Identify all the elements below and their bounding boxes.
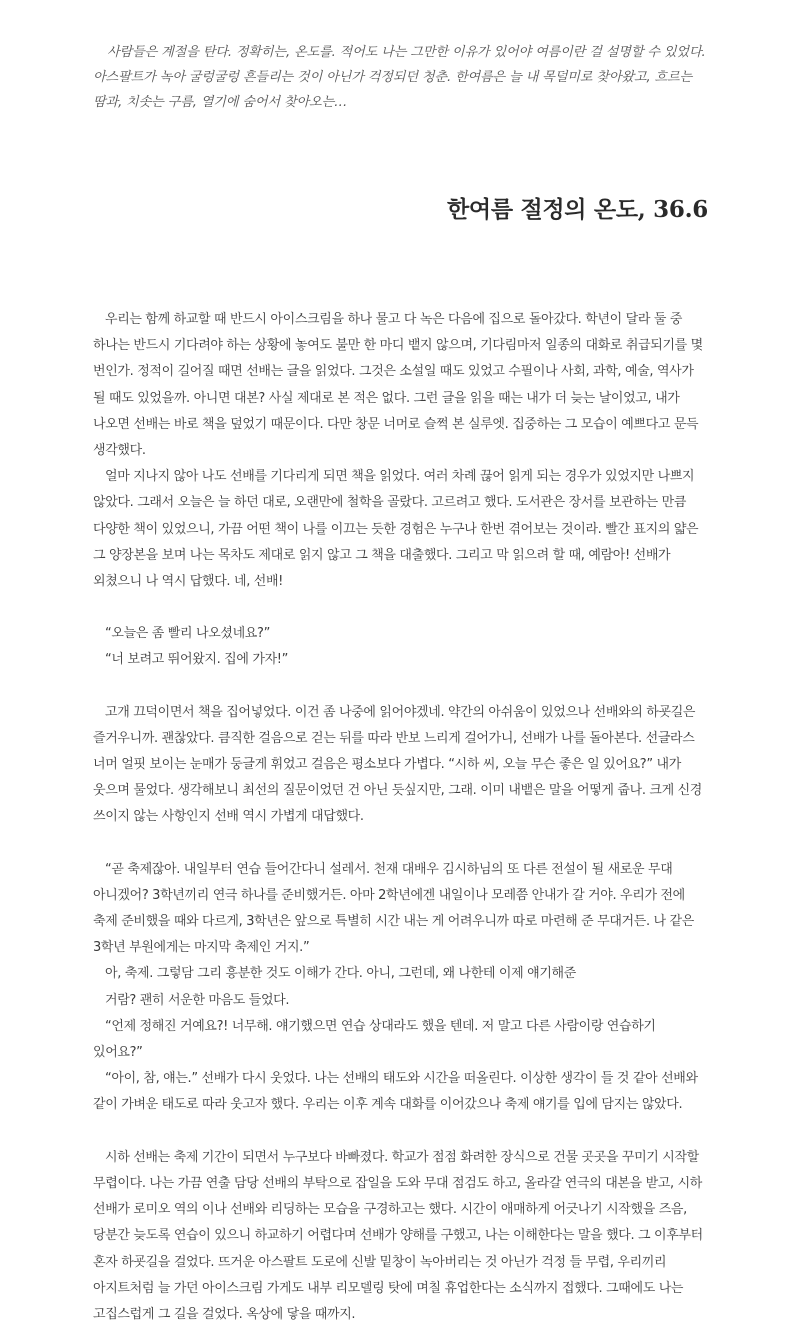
chapter-body [93,307,707,1328]
dialogue-line: “너 보려고 뛰어왔지. 집에 가자!” [105,652,289,668]
dialogue-line: “오늘은 좀 빨리 나오셨네요?” [105,626,270,642]
paragraph: “곧 축제잖아. 내일부터 연습 들어간다니 설레서. 천재 대배우 김시하님의 또 다른 전설이 될 새로운 무대 아니겠어? 3학년끼리 연극 하나를 준비했거든. 아마 2학년에겐 내일이나 모레쯤 안내가 갈 거야. 우리가 전에 축제 준비했을 때와 다르게, 3학년은 앞으로 특별히 시간 내는 게 어려우니까 따로 마련해 준 무대거든. 나 같은 3학년 부원에게는 마지막 축제인 거지.” [93,861,694,956]
paragraph: 얼마 지나지 않아 나도 선배를 기다리게 되면 책을 읽었다. 여러 차례 끊어 읽게 되는 경우가 있었지만 나쁘지 않았다. 그래서 오늘은 늘 하던 대로, 오랜만에 철학을 골랐다. 고르려고 했다. 도서관은 장서를 보관하는 만큼 다양한 책이 있었으니, 가끔 어떤 책이 나를 이끄는 듯한 경험은 누구나 한번 겪어보는 것이라. 빨간 표지의 얇은 그 양장본을 보며 나는 목차도 제대로 읽지 않고 그 책을 대출했다. 그리고 막 읽으려 할 때, 예람아! 선배가 외쳤으니 나 역시 답했다. 네, 선배! [93,469,699,590]
paragraph: 시하 선배는 축제 기간이 되면서 누구보다 바빠졌다. 학교가 점점 화려한 장식으로 건물 곳곳을 꾸미기 시작할 무렵이다. 나는 가끔 연출 담당 선배의 부탁으로 잡일을 도와 무대 점검도 하고, 올라갈 연극의 대본을 받고, 시하 선배가 로미오 역의 이나 선배와 리딩하는 모습을 구경하고는 했다. 시간이 애매하게 어긋나기 시작했을 즈음, 당분간 늦도록 연습이 있으니 하교하기 어렵다며 선배가 양해를 구했고, 나는 이해한다는 말을 했다. 그 이후부터 혼자 하굣길을 걸었다. 뜨거운 아스팔트 도로에 신발 밑창이 녹아버리는 것 아닌가 걱정 들 무렵, 우리끼리 아지트처럼 늘 가던 아이스크림 가게도 내부 리모델링 탓에 며칠 휴업한다는 소식까지 접했다. 그때에도 나는 고집스럽게 그 길을 걸었다. 옥상에 닿을 때까지. [93,1149,703,1322]
chapter-title: 한여름 절정의 온도, 36.6 [447,196,708,223]
paragraph: 거람? 괜히 서운한 마음도 들었다. [105,992,290,1008]
paragraph: “언제 정해진 거예요?! 너무해. 얘기했으면 연습 상대라도 했을 텐데. 저 말고 다른 사람이랑 연습하기 있어요?” [93,1018,656,1061]
paragraph: 고개 끄덕이면서 책을 집어넣었다. 이건 좀 나중에 읽어야겠네. 약간의 아쉬움이 있었으나 선배와의 하굣길은 즐거우니까. 괜찮았다. 큼직한 걸음으로 걷는 뒤를 따라 반보 느리게 걸어가니, 선배가 나를 돌아본다. 선글라스 너머 얼핏 보이는 눈매가 둥글게 휘었고 걸음은 평소보다 가볍다. “시하 씨, 오늘 무슨 좋은 일 있어요?” 내가 웃으며 물었다. 생각해보니 최선의 질문이었던 건 아닌 듯싶지만, 그래. 이미 내뱉은 말을 어떻게 줍나. 크게 신경 쓰이지 않는 사항인지 선배 역시 가볍게 대답했다. [93,704,703,825]
paragraph: “아이, 참, 얘는.” 선배가 다시 웃었다. 나는 선배의 태도와 시간을 떠올린다. 이상한 생각이 들 것 같아 선배와 같이 가벼운 태도로 따라 웃고자 했다. 우리는 이후 계속 대화를 이어갔으나 축제 얘기를 입에 담지는 않았다. [93,1071,698,1113]
epigraph: 사람들은 계절을 탄다. 정확히는, 온도를. 적어도 나는 그만한 이유가 있어야 여름이란 걸 설명할 수 있었다. 아스팔트가 녹아 굴렁굴렁 흔들리는 것이 아닌가 걱정되던 청춘. 한여름은 늘 내 목덜미로 찾아왔고, 흐르는 땀과, 치솟는 구름, 열기에 숨어서 찾아오는… [93,45,706,110]
paragraph: 우리는 함께 하교할 때 반드시 아이스크림을 하나 물고 다 녹은 다음에 집으로 돌아갔다. 학년이 달라 둘 중 하나는 반드시 기다려야 하는 상황에 놓여도 불만 한 마디 뱉지 않으며, 기다림마저 일종의 대화로 취급되기를 몇 번인가. 정적이 길어질 때면 선배는 글을 읽었다. 그것은 소설일 때도 있었고 수필이나 사회, 과학, 예술, 역사가 될 때도 있었을까. 아니면 대본? 사실 제대로 본 적은 없다. 그런 글을 읽을 때는 내가 더 늦는 날이었고, 내가 나오면 선배는 바로 책을 덮었기 때문이다. 다만 창문 너머로 슬쩍 본 실루엣. 집중하는 그 모습이 예쁘다고 문득 생각했다. [93,312,703,459]
paragraph: 아, 축제. 그렇담 그리 흥분한 것도 이해가 간다. 아니, 그런데, 왜 나한테 이제 얘기해준 [105,966,576,982]
